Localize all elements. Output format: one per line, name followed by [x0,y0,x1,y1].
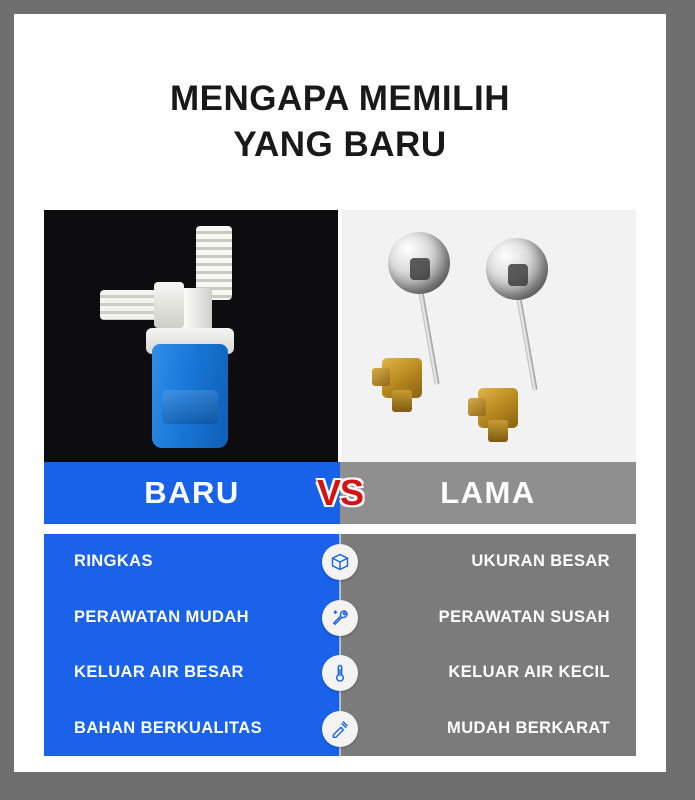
feature-old-2: KELUAR AIR KECIL [448,663,610,682]
brass-valve-2 [478,388,518,428]
feature-new-2: KELUAR AIR BESAR [74,663,244,682]
comparison-images [44,210,636,462]
page-title [14,14,666,168]
feature-row [340,701,636,757]
brass-valve-1 [382,358,422,398]
new-valve-photo [44,210,340,462]
label-old: LAMA [440,475,536,510]
feature-old-1: PERAWATAN SUSAH [438,607,610,626]
image-divider [338,210,342,462]
wrench-icon [322,600,358,636]
float-rod-2 [516,296,538,391]
feature-column-new [44,534,340,756]
valve-inlet-part [100,290,178,320]
box-icon [322,544,358,580]
label-band-new [44,462,340,524]
feature-row [44,701,340,757]
feature-row [340,534,636,590]
feature-row [44,645,340,701]
valve-blue-body [152,344,228,448]
float-ball-2 [486,238,548,300]
feature-new-3: BAHAN BERKUALITAS [74,718,262,737]
headline-line-1: MENGAPA MEMILIH [170,79,510,118]
float-ball-1 [388,232,450,294]
feature-comparison [44,534,636,756]
feature-old-3: MUDAH BERKARAT [447,718,610,737]
feature-new-0: RINGKAS [74,552,153,571]
thermometer-icon [322,655,358,691]
headline-line-2: YANG BARU [233,125,447,165]
feature-row [340,590,636,646]
label-band-old [340,462,636,524]
vs-badge: VS [316,472,364,513]
feature-new-1: PERAWATAN MUDAH [74,607,249,626]
comparison-labels [44,462,636,524]
feature-row [44,534,340,590]
label-new: BARU [144,475,240,510]
feature-column-old [340,534,636,756]
feature-old-0: UKURAN BESAR [471,552,610,571]
feature-row [44,590,340,646]
feature-row [340,645,636,701]
old-float-valves-photo [340,210,636,462]
poster-card [14,14,666,772]
faucet-icon [322,711,358,747]
